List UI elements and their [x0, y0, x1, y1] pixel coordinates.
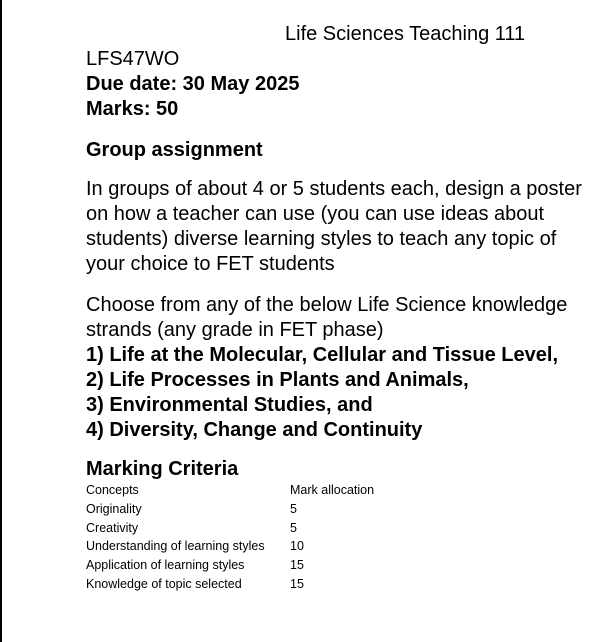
assignment-description	[86, 177, 582, 277]
criterion-name: Understanding of learning styles	[86, 539, 265, 554]
strands-intro-line: Choose from any of the below Life Science knowledge	[86, 294, 568, 316]
criterion-marks: 5	[290, 520, 297, 535]
column-header-mark-allocation: Mark allocation	[290, 483, 375, 497]
criterion-name: Originality	[86, 501, 142, 516]
criterion-name: Knowledge of topic selected	[86, 576, 242, 591]
due-date: Due date: 30 May 2025	[86, 73, 300, 95]
table-row	[86, 500, 374, 519]
strands-section	[86, 293, 567, 443]
criterion-marks: 15	[290, 576, 304, 591]
assignment-heading: Group assignment	[86, 139, 263, 161]
page-left-border	[0, 0, 2, 642]
criteria-header-row	[86, 481, 374, 500]
criterion-name: Creativity	[86, 520, 139, 535]
table-row	[86, 537, 374, 556]
strands-intro-line: strands (any grade in FET phase)	[86, 319, 384, 341]
criterion-marks: 10	[290, 539, 304, 554]
total-marks: Marks: 50	[86, 98, 179, 120]
table-row	[86, 556, 374, 575]
strand-item-1: 1) Life at the Molecular, Cellular and Tissue Level,	[86, 344, 559, 366]
strand-item-2: 2) Life Processes in Plants and Animals,	[86, 369, 469, 391]
description-line: on how a teacher can use (you can use ideas about	[86, 203, 545, 225]
description-line: students) diverse learning styles to teach any topic of	[86, 228, 557, 250]
marking-criteria-table	[86, 481, 374, 594]
criterion-marks: 15	[290, 558, 304, 573]
criterion-name: Application of learning styles	[86, 558, 245, 573]
course-code: LFS47WO	[86, 48, 180, 70]
marking-criteria-heading: Marking Criteria	[86, 458, 239, 480]
criterion-marks: 5	[290, 501, 297, 516]
table-row	[86, 575, 374, 594]
table-row	[86, 519, 374, 538]
strand-item-3: 3) Environmental Studies, and	[86, 394, 373, 416]
assignment-meta	[86, 47, 299, 122]
column-header-concepts: Concepts	[86, 483, 139, 497]
description-line: your choice to FET students	[86, 253, 335, 275]
course-title: Life Sciences Teaching 111	[285, 23, 526, 45]
description-line: In groups of about 4 or 5 students each, design a poster	[86, 178, 582, 200]
strand-item-4: 4) Diversity, Change and Continuity	[86, 419, 423, 441]
